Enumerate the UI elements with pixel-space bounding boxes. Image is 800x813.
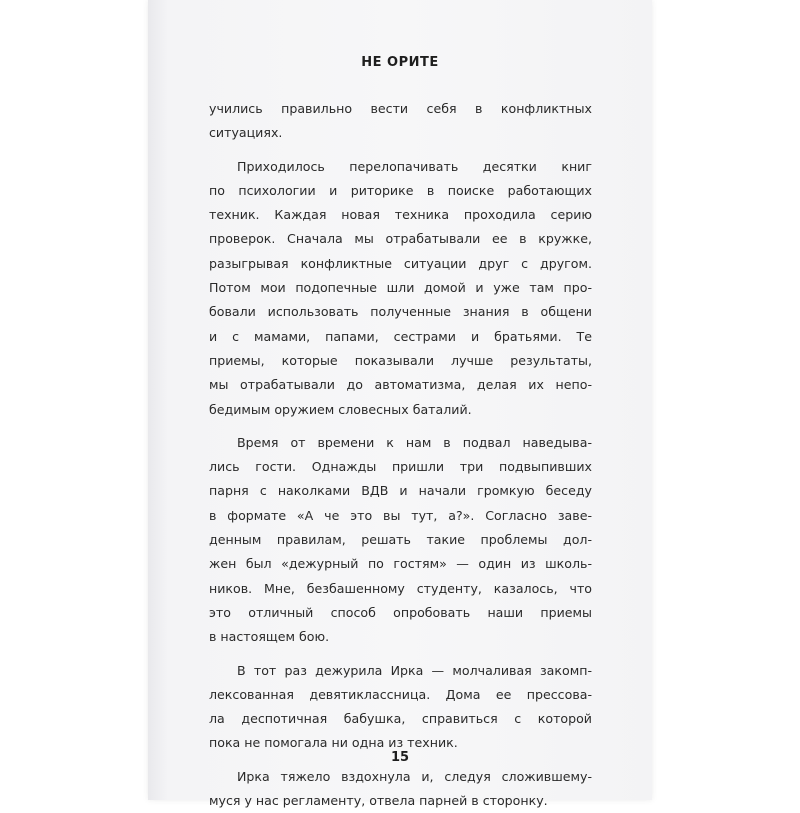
- paragraph: [209, 659, 592, 756]
- text-line: разыгрывая конфликтные ситуации друг с другом.: [209, 255, 592, 271]
- text-line: ситуациях.: [209, 125, 283, 141]
- text-line: техник. Каждая новая техника проходила серию: [209, 207, 592, 223]
- text-line: денным правилам, решать такие проблемы дол-: [209, 532, 592, 548]
- text-line: в настоящем бою.: [209, 629, 330, 645]
- text-line: Ирка тяжело вздохнула и, следуя сложившему-: [237, 768, 592, 784]
- text-line: бедимым оружием словесных баталий.: [209, 401, 472, 417]
- text-line: в формате «А че это вы тут, а?». Согласно заве-: [209, 507, 592, 523]
- text-line: жен был «дежурный по гостям» — один из школь-: [209, 556, 592, 572]
- paragraph: [209, 97, 592, 146]
- paragraph: [209, 431, 592, 650]
- paragraph: [209, 765, 592, 813]
- text-line: Приходилось перелопачивать десятки книг: [237, 158, 592, 174]
- text-line: ников. Мне, безбашенному студенту, казалось, что: [209, 580, 592, 596]
- text-line: учились правильно вести себя в конфликтных: [209, 101, 592, 116]
- text-line: лись гости. Однажды пришли три подвыпивших: [209, 459, 592, 475]
- text-line: приемы, которые показывали лучше результаты,: [209, 352, 592, 368]
- page-number: 15: [390, 750, 410, 765]
- text-line: по психологии и риторике в поиске работающих: [209, 182, 592, 198]
- body-text: [209, 97, 592, 813]
- text-line: Потом мои подопечные шли домой и уже там про-: [209, 280, 592, 296]
- running-head: НЕ ОРИТЕ: [361, 55, 439, 70]
- text-line: проверок. Сначала мы отрабатывали ее в кружке,: [209, 231, 592, 247]
- text-line: и с мамами, папами, сестрами и братьями. Те: [209, 328, 592, 344]
- text-line: это отличный способ опробовать наши приемы: [209, 604, 592, 620]
- text-line: ла деспотичная бабушка, справиться с которой: [209, 711, 592, 727]
- book-page: [148, 0, 652, 809]
- paragraph: [209, 155, 592, 422]
- text-line: бовали использовать полученные знания в общени: [209, 304, 592, 320]
- text-line: парня с наколками ВДВ и начали громкую беседу: [209, 483, 592, 499]
- text-line: пока не помогала ни одна из техник.: [209, 735, 458, 751]
- text-line: лексованная девятиклассница. Дома ее прессова-: [209, 686, 592, 702]
- text-line: мы отрабатывали до автоматизма, делая их непо-: [209, 377, 592, 393]
- text-line: В тот раз дежурила Ирка — молчаливая закомп-: [237, 662, 592, 678]
- text-line: муся у нас регламенту, отвела парней в сторонку.: [209, 793, 548, 809]
- text-line: Время от времени к нам в подвал наведыва-: [237, 434, 592, 450]
